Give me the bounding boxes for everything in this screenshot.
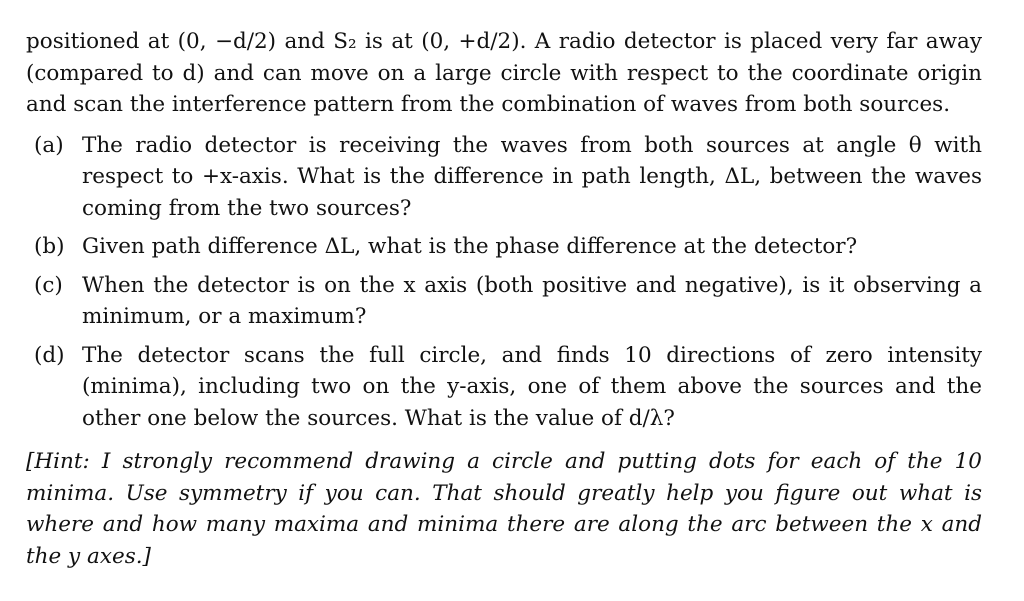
question-text: When the detector is on the x axis (both positive and negative), is it observing a minimum, or a maximum?: [82, 272, 982, 329]
question-c: [26, 270, 982, 333]
question-text: The detector scans the full circle, and finds 10 directions of zero intensity (minima), including two on the y-axis, one of them above the sources and the other one below the sources. What is the value of d/λ?: [82, 342, 982, 431]
question-text: The radio detector is receiving the waves from both sources at angle θ with respect to +x-axis. What is the difference in path length, ΔL, between the waves coming from the two sources?: [82, 132, 982, 221]
hint-paragraph: [Hint: I strongly recommend drawing a circle and putting dots for each of the 10 minima. Use symmetry if you can. That should greatly help you figure out what is where and how many maxima and minima there are along the arc between the x and the y axes.]: [26, 449, 982, 569]
question-label: (a): [34, 132, 64, 158]
question-text: Given path difference ΔL, what is the phase difference at the detector?: [82, 234, 858, 259]
question-b: [26, 231, 982, 263]
document-page: [26, 26, 982, 572]
question-label: (c): [34, 272, 63, 298]
question-label: (d): [34, 342, 65, 368]
question-a: [26, 130, 982, 225]
intro-paragraph: positioned at (0, −d/2) and S₂ is at (0, +d/2). A radio detector is placed very far away (compared to d) and can move on a large circle with respect to the coordinate origin and scan the interference pattern from the combination of waves from both sources.: [26, 29, 982, 117]
question-list: [26, 130, 982, 435]
question-d: [26, 340, 982, 435]
question-label: (b): [34, 234, 65, 259]
